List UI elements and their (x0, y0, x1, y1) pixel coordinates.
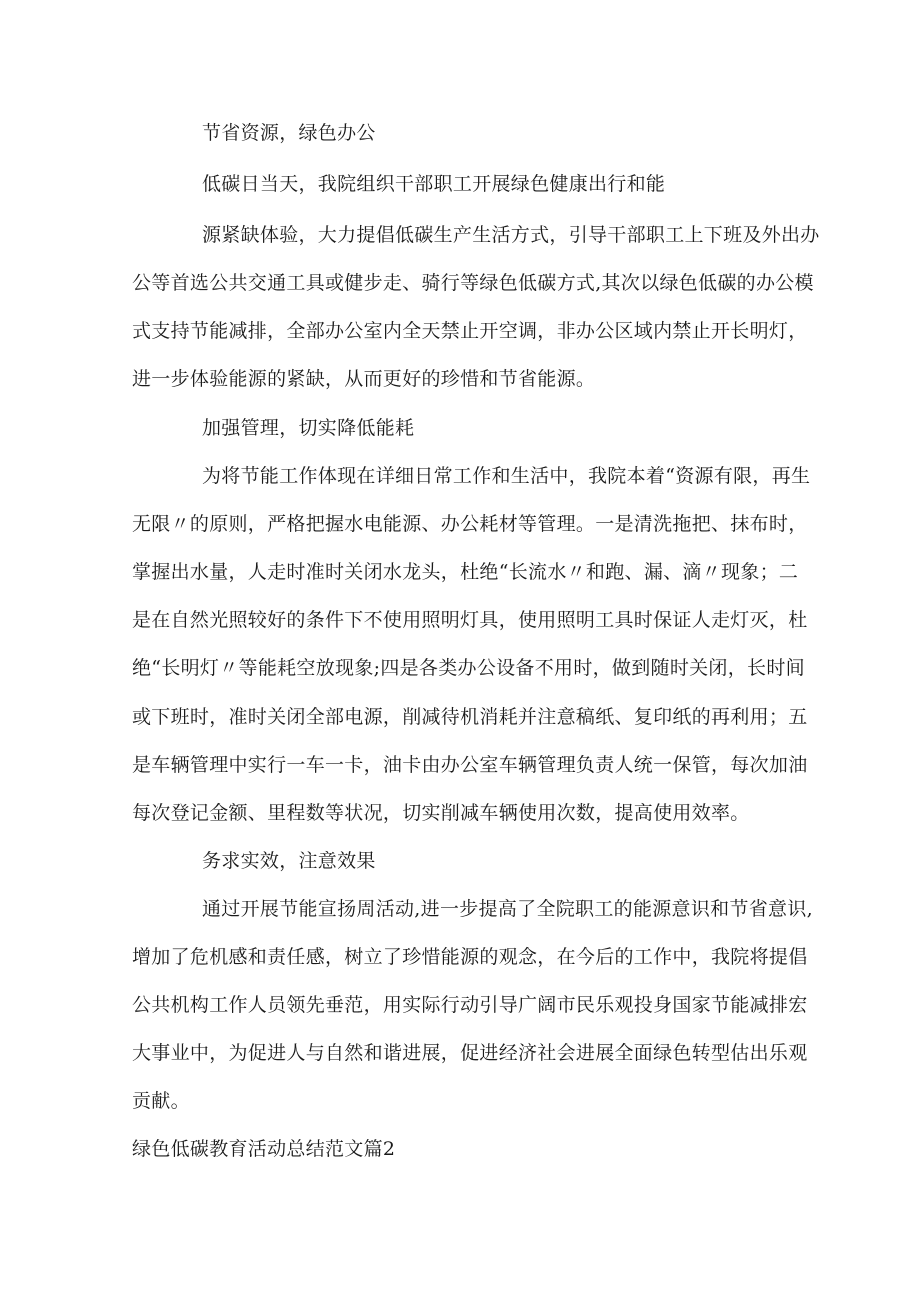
section-heading: 加强管理，切实降低能耗 (202, 417, 415, 439)
paragraph-line: 通过开展节能宣扬周活动,进一步提高了全院职工的能源意识和节省意识, (202, 898, 813, 920)
paragraph-line: 贡献。 (132, 1090, 190, 1112)
paragraph-line: 大事业中，为促进人与自然和谐进展，促进经济社会进展全面绿色转型估出乐观 (132, 1042, 808, 1064)
paragraph-line: 每次登记金额、里程数等状况，切实削减车辆使用次数，提高使用效率。 (132, 802, 750, 824)
paragraph-line: 是车辆管理中实行一车一卡，油卡由办公室车辆管理负责人统一保管，每次加油 (132, 754, 808, 776)
paragraph-line: 增加了危机感和责任感，树立了珍惜能源的观念，在今后的工作中，我院将提倡 (132, 946, 808, 968)
paragraph-line: 是在自然光照较好的条件下不使用照明灯具，使用照明工具时保证人走灯灭，杜 (132, 609, 808, 631)
paragraph-line: 或下班时，准时关闭全部电源，削减待机消耗并注意稿纸、复印纸的再利用；五 (132, 706, 808, 728)
paragraph-line: 低碳日当天，我院组织干部职工开展绿色健康出行和能 (202, 173, 666, 195)
paragraph-line: 源紧缺体验，大力提倡低碳生产生活方式，引导干部职工上下班及外出办 (202, 224, 820, 246)
paragraph-line: 公共机构工作人员领先垂范，用实际行动引导广阔市民乐观投身国家节能减排宏 (132, 994, 808, 1016)
paragraph-line: 进一步体验能源的紧缺，从而更好的珍惜和节省能源。 (132, 368, 596, 390)
article-title: 绿色低碳教育活动总结范文篇2 (132, 1138, 396, 1160)
paragraph-line: 公等首选公共交通工具或健步走、骑行等绿色低碳方式,其次以绿色低碳的办公模 (132, 272, 814, 294)
section-heading: 务求实效，注意效果 (202, 850, 376, 872)
paragraph-line: 式支持节能减排，全部办公室内全天禁止开空调，非办公区域内禁止开长明灯， (132, 320, 808, 342)
paragraph-line: 掌握出水量，人走时准时关闭水龙头，杜绝“长流水〃和跑、漏、滴〃现象；二 (132, 561, 799, 583)
paragraph-line: 无限〃的原则，严格把握水电能源、办公耗材等管理。一是清洗拖把、抹布时， (132, 513, 808, 535)
paragraph-line: 为将节能工作体现在详细日常工作和生活中，我院本着“资源有限，再生 (202, 465, 811, 487)
paragraph-line: 绝“长明灯〃等能耗空放现象;四是各类办公设备不用时，做到随时关闭，长时间 (132, 657, 805, 679)
section-heading: 节省资源，绿色办公 (202, 122, 376, 144)
